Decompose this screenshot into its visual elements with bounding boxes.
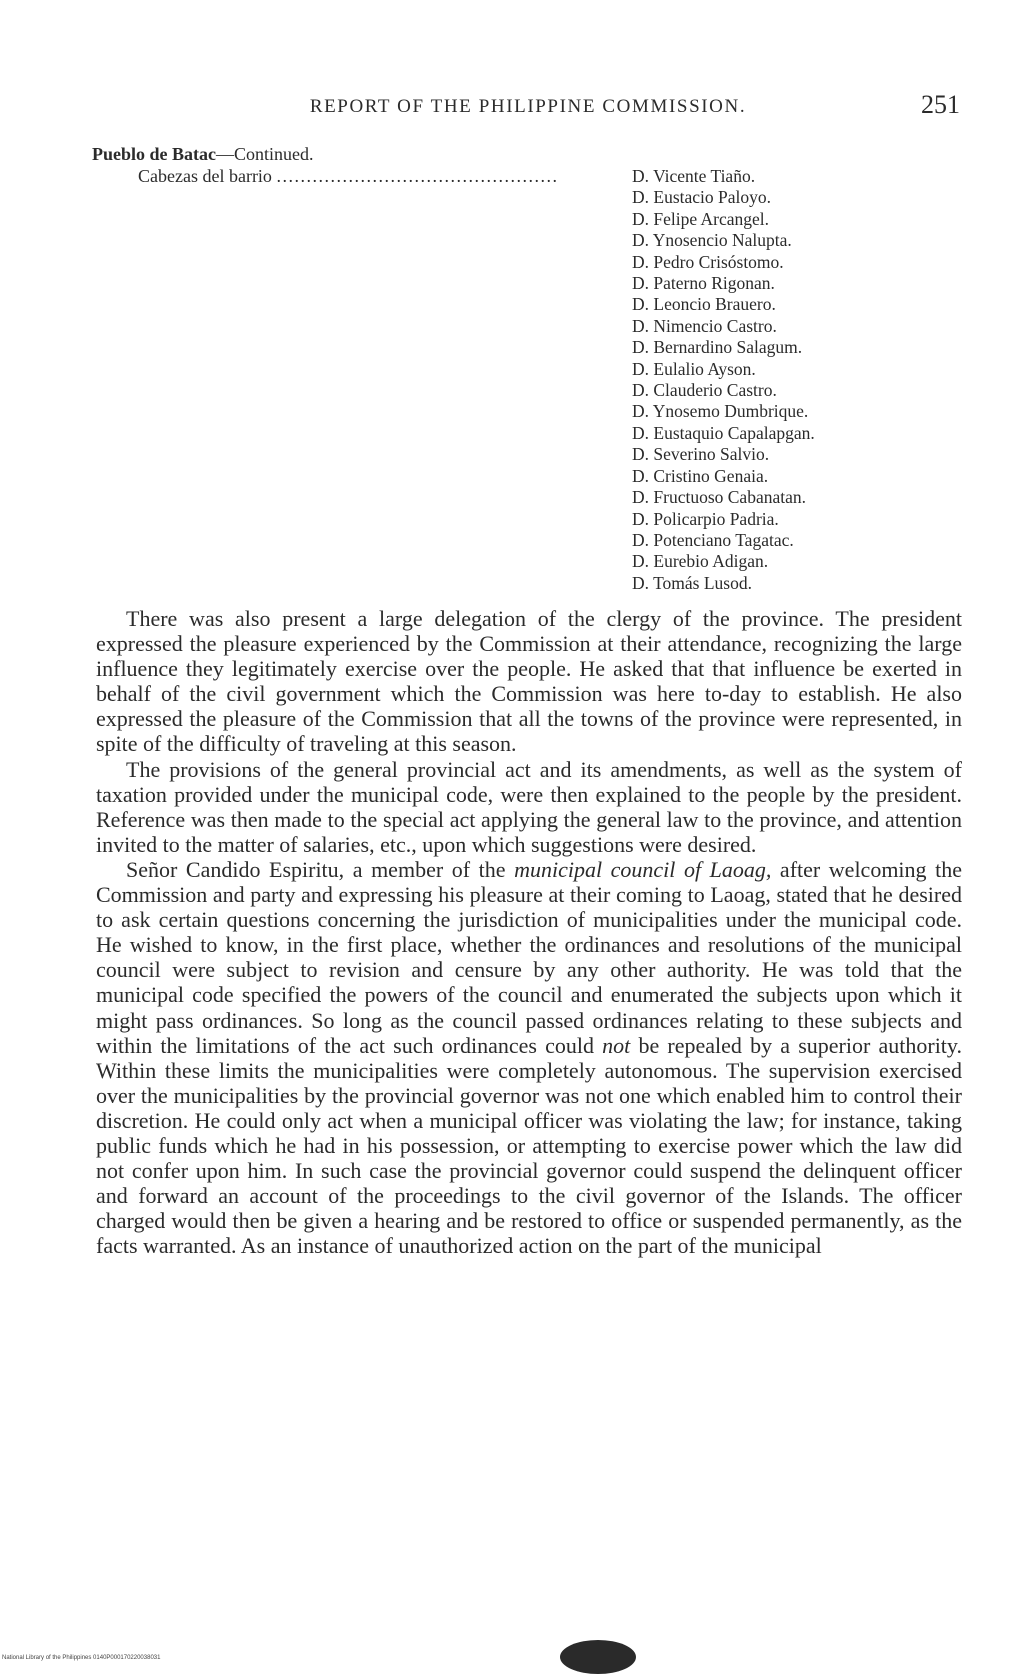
section-heading <box>92 144 314 165</box>
name-item: D. Eustacio Paloyo. <box>632 187 772 208</box>
paragraph-espiritu-end: be repealed by a superior authority. Within these limits the municipalities were completely autonomous. The supervision exercised over the municipalities by the provincial governor was not one which enabled him to control their discretion. He could only act when a municipal officer was violating the law; for instance, taking public funds which he had in his possession, or attempting to exercise power which the law did not confer upon him. In such case the provincial governor could suspend the delinquent officer and forward an account of the proceedings to the civil governor of the Islands. The officer charged would then be given a hearing and be restored to office or suspended permanently, as the facts warranted. As an instance of unauthorized action on the part of the municipal <box>96 1032 962 1259</box>
emphasis-council: municipal council of Laoag, <box>514 856 772 882</box>
role-row <box>138 166 638 187</box>
name-item: D. Fructuoso Cabanatan. <box>632 487 806 508</box>
paragraph-provisions: The provisions of the general provincial act and its amendments, as well as the system of taxation provided under the municipal code, were then explained to the people by the president. Reference was then made to the special act applying the general law to the province, and attention invited to the matter of salaries, etc., upon which suggestions were desired. <box>96 756 962 857</box>
name-item: D. Felipe Arcangel. <box>632 208 770 229</box>
name-item: D. Clauderio Castro. <box>632 380 777 401</box>
dot-leader: ............................................... <box>276 166 559 186</box>
paragraph-espiritu-middle: after welcoming the Commission and party and expressing his pleasure at their coming to Laoag, stated that he desired to ask certain questions concerning the jurisdiction of municipalities under the municipal code. He wished to know, in the first place, whether the ordinances and resolutions of the municipal council were subject to revision and censure by any other authority. He was told that the municipal code specified the powers of the council and enumerated the subjects upon which it might pass ordinances. So long as the council passed ordinances relating to these subjects and within the limitations of the act such ordinances could <box>96 856 962 1058</box>
name-item: D. Eurebio Adigan. <box>632 551 769 572</box>
section-heading-town: Pueblo de Batac <box>92 144 216 164</box>
binding-shadow <box>560 1640 636 1674</box>
name-item: D. Eustaquio Capalapgan. <box>632 422 815 443</box>
name-item: D. Eulalio Ayson. <box>632 358 756 379</box>
name-item: D. Vicente Tiaño. <box>632 166 756 186</box>
name-item: D. Severino Salvio. <box>632 444 770 465</box>
page-number: 251 <box>921 90 960 119</box>
section-heading-continued: —Continued. <box>216 144 314 164</box>
name-item: D. Leoncio Brauero. <box>632 294 776 315</box>
name-item: D. Cristino Genaia. <box>632 465 769 486</box>
name-item: D. Nimencio Castro. <box>632 315 777 336</box>
name-item: D. Tomás Lusod. <box>632 572 752 593</box>
paragraph-espiritu <box>96 857 962 1259</box>
role-label: Cabezas del barrio <box>138 166 272 186</box>
name-item: D. Policarpio Padria. <box>632 508 779 529</box>
name-item: D. Bernardino Salagum. <box>632 337 803 358</box>
name-item: D. Ynosencio Nalupta. <box>632 230 792 251</box>
name-item: D. Ynosemo Dumbrique. <box>632 401 809 422</box>
body-text <box>96 606 962 1258</box>
name-item: D. Paterno Rigonan. <box>632 273 775 294</box>
name-item: D. Pedro Crisóstomo. <box>632 251 784 272</box>
emphasis-not: not <box>602 1032 631 1058</box>
scan-credit: National Library of the Philippines 0140P000170220038031 <box>2 1655 161 1661</box>
running-title: REPORT OF THE PHILIPPINE COMMISSION. <box>309 96 747 117</box>
paragraph-clergy: There was also present a large delegation of the clergy of the province. The president expressed the pleasure experienced by the Commission at their attendance, recognizing the large influence they legitimately exercise over the people. He asked that that influence be exerted in behalf of the civil government which the Commission was here to-day to establish. He also expressed the pleasure of the Commission that all the towns of the province were represented, in spite of the difficulty of traveling at this season. <box>96 606 962 757</box>
name-item: D. Potenciano Tagatac. <box>632 529 794 550</box>
names-list <box>632 166 815 594</box>
page-header <box>96 92 960 122</box>
paragraph-espiritu-start: Señor Candido Espiritu, a member of the <box>126 856 515 882</box>
